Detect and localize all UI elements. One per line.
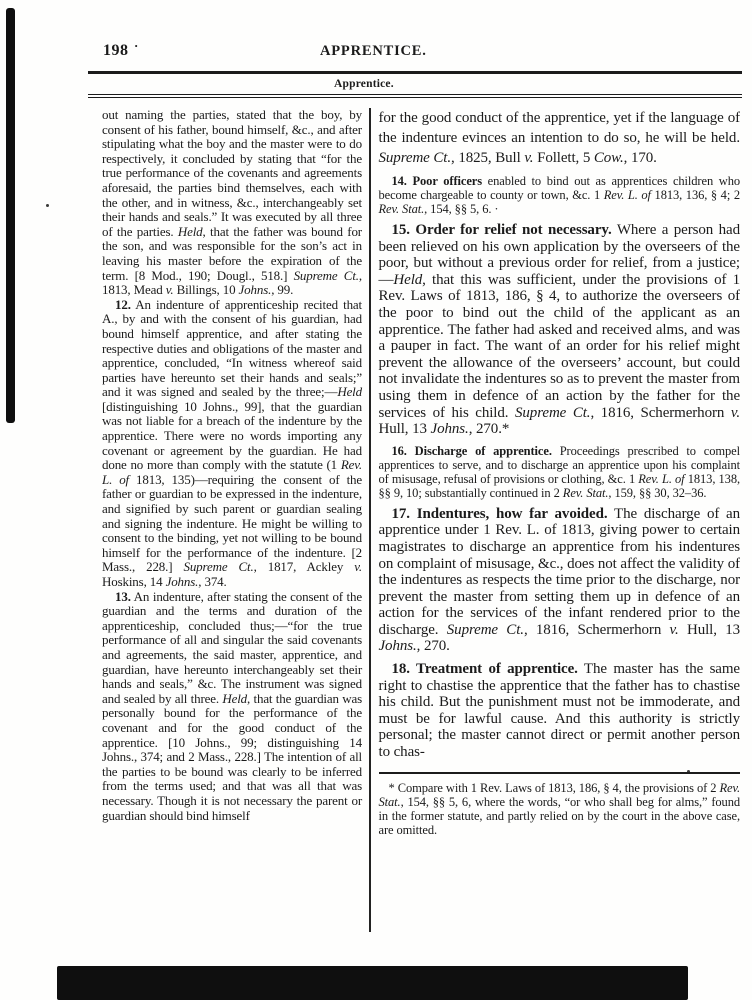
italic-text: Johns.: [165, 574, 199, 589]
paragraph: [102, 298, 362, 590]
text-run: , that this was sufficient, under the provisions of 1 Rev. Laws of 1813, 186, § 4, to authorize the overseers of the poor to bind out the child of the applicant as an apprentice. The father had asked and received alms, and was a pauper in fact. The want of an order for his relief might prevent the allowance of the overseers’ account, but could not invalidate the indentures so as to prevent the master from using them in defence of an action by the father for the services of his child.: [378, 271, 740, 421]
column-divider: [369, 108, 371, 932]
italic-text: Held: [177, 223, 203, 239]
paragraph: [379, 108, 741, 168]
text-run: , 374.: [198, 574, 227, 589]
paragraph: [379, 444, 741, 500]
text-run: out naming the parties, stated that the boy, by consent of his father, bound himself, &c., and after stipulating what the boy and the master were to do respectively, it concluded by stating that “for the true performance of the covenants and agreements aforesaid, the parties bind themselves, each with the other, and in witness, &c., interchangeably set their hands and seals.” It was executed by all three of the parties.: [102, 108, 362, 239]
text-run: for the good conduct of the apprentice, yet if the language of the indenture evinces an intention to do so, he will be held.: [378, 110, 740, 146]
paragraph: [102, 590, 362, 824]
italic-text: Supreme Ct.: [293, 267, 359, 283]
bold-text: 15. Order for relief not necessary.: [391, 222, 612, 238]
footnote-rule: [379, 772, 741, 774]
text-run: , 270.*: [468, 421, 510, 438]
text-run: , 170.: [623, 150, 657, 166]
text-run: , 1816, Schermerhorn: [590, 404, 731, 421]
right-column-paragraphs: [379, 108, 741, 761]
text-run: * Compare with 1 Rev. Laws of 1813, 186, § 4, the provisions of 2: [388, 780, 720, 795]
italic-text: Held: [337, 384, 362, 400]
text-run: 1813, 138, §§ 9, 10; substantially continued in 2: [378, 471, 740, 500]
text-run: An indenture of apprenticeship recited that A., by and with the consent of his guardian, had bound himself apprentice, and after stating the respective duties and obligations of the master and apprentice, concluded, “In witness whereof said parties have hereunto set their hands and seals;” and it was signed and sealed by the three;—: [102, 296, 362, 400]
header-rule-top: [88, 71, 742, 74]
paragraph: [379, 174, 741, 216]
text-run: [distinguishing 10 Johns., 99], that the guardian was not liable for a breach of the indenture by the apprentice. There were no words importing any covenant or agreement by the guardian. He had done no more than comply with the statute (1: [102, 398, 362, 473]
italic-text: Rev. L. of: [638, 471, 685, 486]
italic-text: Rev. L. of: [603, 188, 651, 202]
scan-artifact-left-bar: [6, 8, 15, 423]
text-run: Hoskins, 14: [102, 574, 166, 589]
italic-text: Supreme Ct.: [446, 621, 524, 638]
text-run: , 1825, Bull: [451, 150, 525, 166]
italic-text: Rev. Stat.: [378, 202, 425, 216]
text-run: Billings, 10: [173, 282, 239, 298]
text-run: Hull, 13: [678, 621, 740, 638]
bold-text: 14. Poor officers: [391, 174, 482, 188]
italic-text: v.: [669, 621, 679, 638]
italic-text: Rev. Stat.: [378, 780, 740, 809]
italic-text: v.: [730, 404, 740, 421]
italic-text: Johns.: [430, 421, 469, 438]
page-number: 198: [103, 42, 129, 59]
bold-text: 13.: [115, 588, 131, 604]
paragraph: [102, 108, 362, 298]
text-run: Hull, 13: [378, 421, 431, 438]
paragraph: [379, 661, 741, 761]
bold-text: 16. Discharge of apprentice.: [391, 443, 552, 458]
text-run: The discharge of an apprentice under 1 Rev. L. of 1813, giving power to certain magistrates to discharge an apprentice from his indentures on complaint of misusage, &c., does not affect the validity of the indentures as respects the time prior to the discharge, nor prevent the master from setting them up in defence of an action for the services of the infant rendered prior to the discharge.: [378, 505, 740, 638]
bold-text: 18. Treatment of apprentice.: [391, 661, 578, 678]
text-block: [102, 108, 740, 964]
footnote: [379, 781, 741, 837]
text-run: , 159, §§ 30, 32–36.: [608, 485, 707, 500]
italic-text: Held: [222, 690, 248, 706]
text-run: , 1817, Ackley: [253, 559, 355, 575]
ink-speck: [46, 204, 49, 207]
italic-text: v.: [524, 150, 534, 166]
text-run: enabled to bind out as apprentices children who become chargeable to county or town, &c. 1: [378, 174, 740, 202]
left-column: [102, 108, 362, 964]
text-run: An indenture, after stating the consent of the guardian and the terms and duration of the apprenticeship, concluded thus;—“for the true performance of all and singular the said covenants and agreements, the said master, apprentice, and guardian, have hereunto interchangeably set their hands and seals,” &c. The instrument was signed and sealed by all three.: [102, 588, 362, 706]
text-run: , 1813, Mead: [102, 267, 362, 298]
italic-text: Johns.: [238, 282, 272, 298]
scan-artifact-bottom-bar: [57, 966, 688, 1000]
text-run: , 270.: [416, 638, 450, 655]
text-run: 1813, 136, § 4; 2: [650, 188, 740, 202]
text-run: , 154, §§ 5, 6. ·: [424, 202, 499, 216]
italic-text: Supreme Ct.: [515, 404, 591, 421]
section-head: Apprentice.: [334, 78, 394, 90]
bold-text: 17. Indentures, how far avoided.: [391, 505, 608, 522]
italic-text: v.: [165, 282, 174, 298]
bold-text: 12.: [115, 296, 131, 312]
page-number-mark: ·: [134, 38, 139, 53]
text-run: 1813, 135)—requiring the consent of the father or guardian to be expressed in the indenture, and signified by such parent or guardian sealing and signing the indenture. He might be willing to consent to the binding, yet not willing to be bound himself for the performance of the indenture. [2 Mass., 228.]: [102, 471, 363, 575]
italic-text: Cow.: [593, 150, 624, 166]
italic-text: Held: [393, 271, 423, 288]
italic-text: Johns.: [378, 638, 417, 655]
header-rule-bottom: [88, 94, 742, 98]
text-run: , 1816, Schermerhorn: [523, 621, 670, 638]
italic-text: Supreme Ct.: [378, 150, 452, 166]
italic-text: Rev. Stat.: [562, 485, 609, 500]
text-run: Proceedings prescribed to compel apprentices to serve, and to discharge an apprentice upon his complaint of misusage, refusal of provisions or clothing, &c. 1: [378, 443, 740, 486]
text-run: Follett, 5: [533, 150, 594, 166]
paragraph: [379, 222, 741, 438]
italic-text: Supreme Ct.: [183, 559, 254, 575]
paragraph: [379, 506, 741, 655]
running-head: APPRENTICE.: [320, 43, 427, 59]
italic-text: Rev. L. of: [102, 457, 362, 487]
italic-text: v.: [354, 559, 363, 575]
text-run: , 154, §§ 5, 6, where the words, “or who shall beg for alms,” found in the former statute, and partly relied on by the court in the above case, are omitted.: [378, 794, 740, 837]
text-run: , that the guardian was personally bound for the performance of the covenant and for the good conduct of the apprentice. [10 Johns., 99; distinguishing 14 Johns., 374; and 2 Mass., 228.] The intention of all the parties to be bound was clearly to be inferred from the terms used; and that was all that was necessary. Though it is not necessary the parent or guardian should bind himself: [102, 690, 363, 823]
text-run: , 99.: [271, 282, 294, 298]
text-run: , that the father was bound for the son, and was responsible for the son’s act in leaving his master before the expiration of the term. [8 Mod., 190; Dougl., 518.]: [102, 223, 362, 283]
text-run: Where a person had been relieved on his own application by the overseers of the poor, but without a previous order for relief, from a justice; —: [378, 222, 740, 288]
text-run: The master has the same right to chastise the apprentice that the father has to chastise his child. But the punishment must not be immoderate, and must be for lawful cause. And this authority is strictly personal; the master cannot direct or permit another person to chas-: [378, 661, 740, 761]
right-column: [379, 108, 741, 964]
